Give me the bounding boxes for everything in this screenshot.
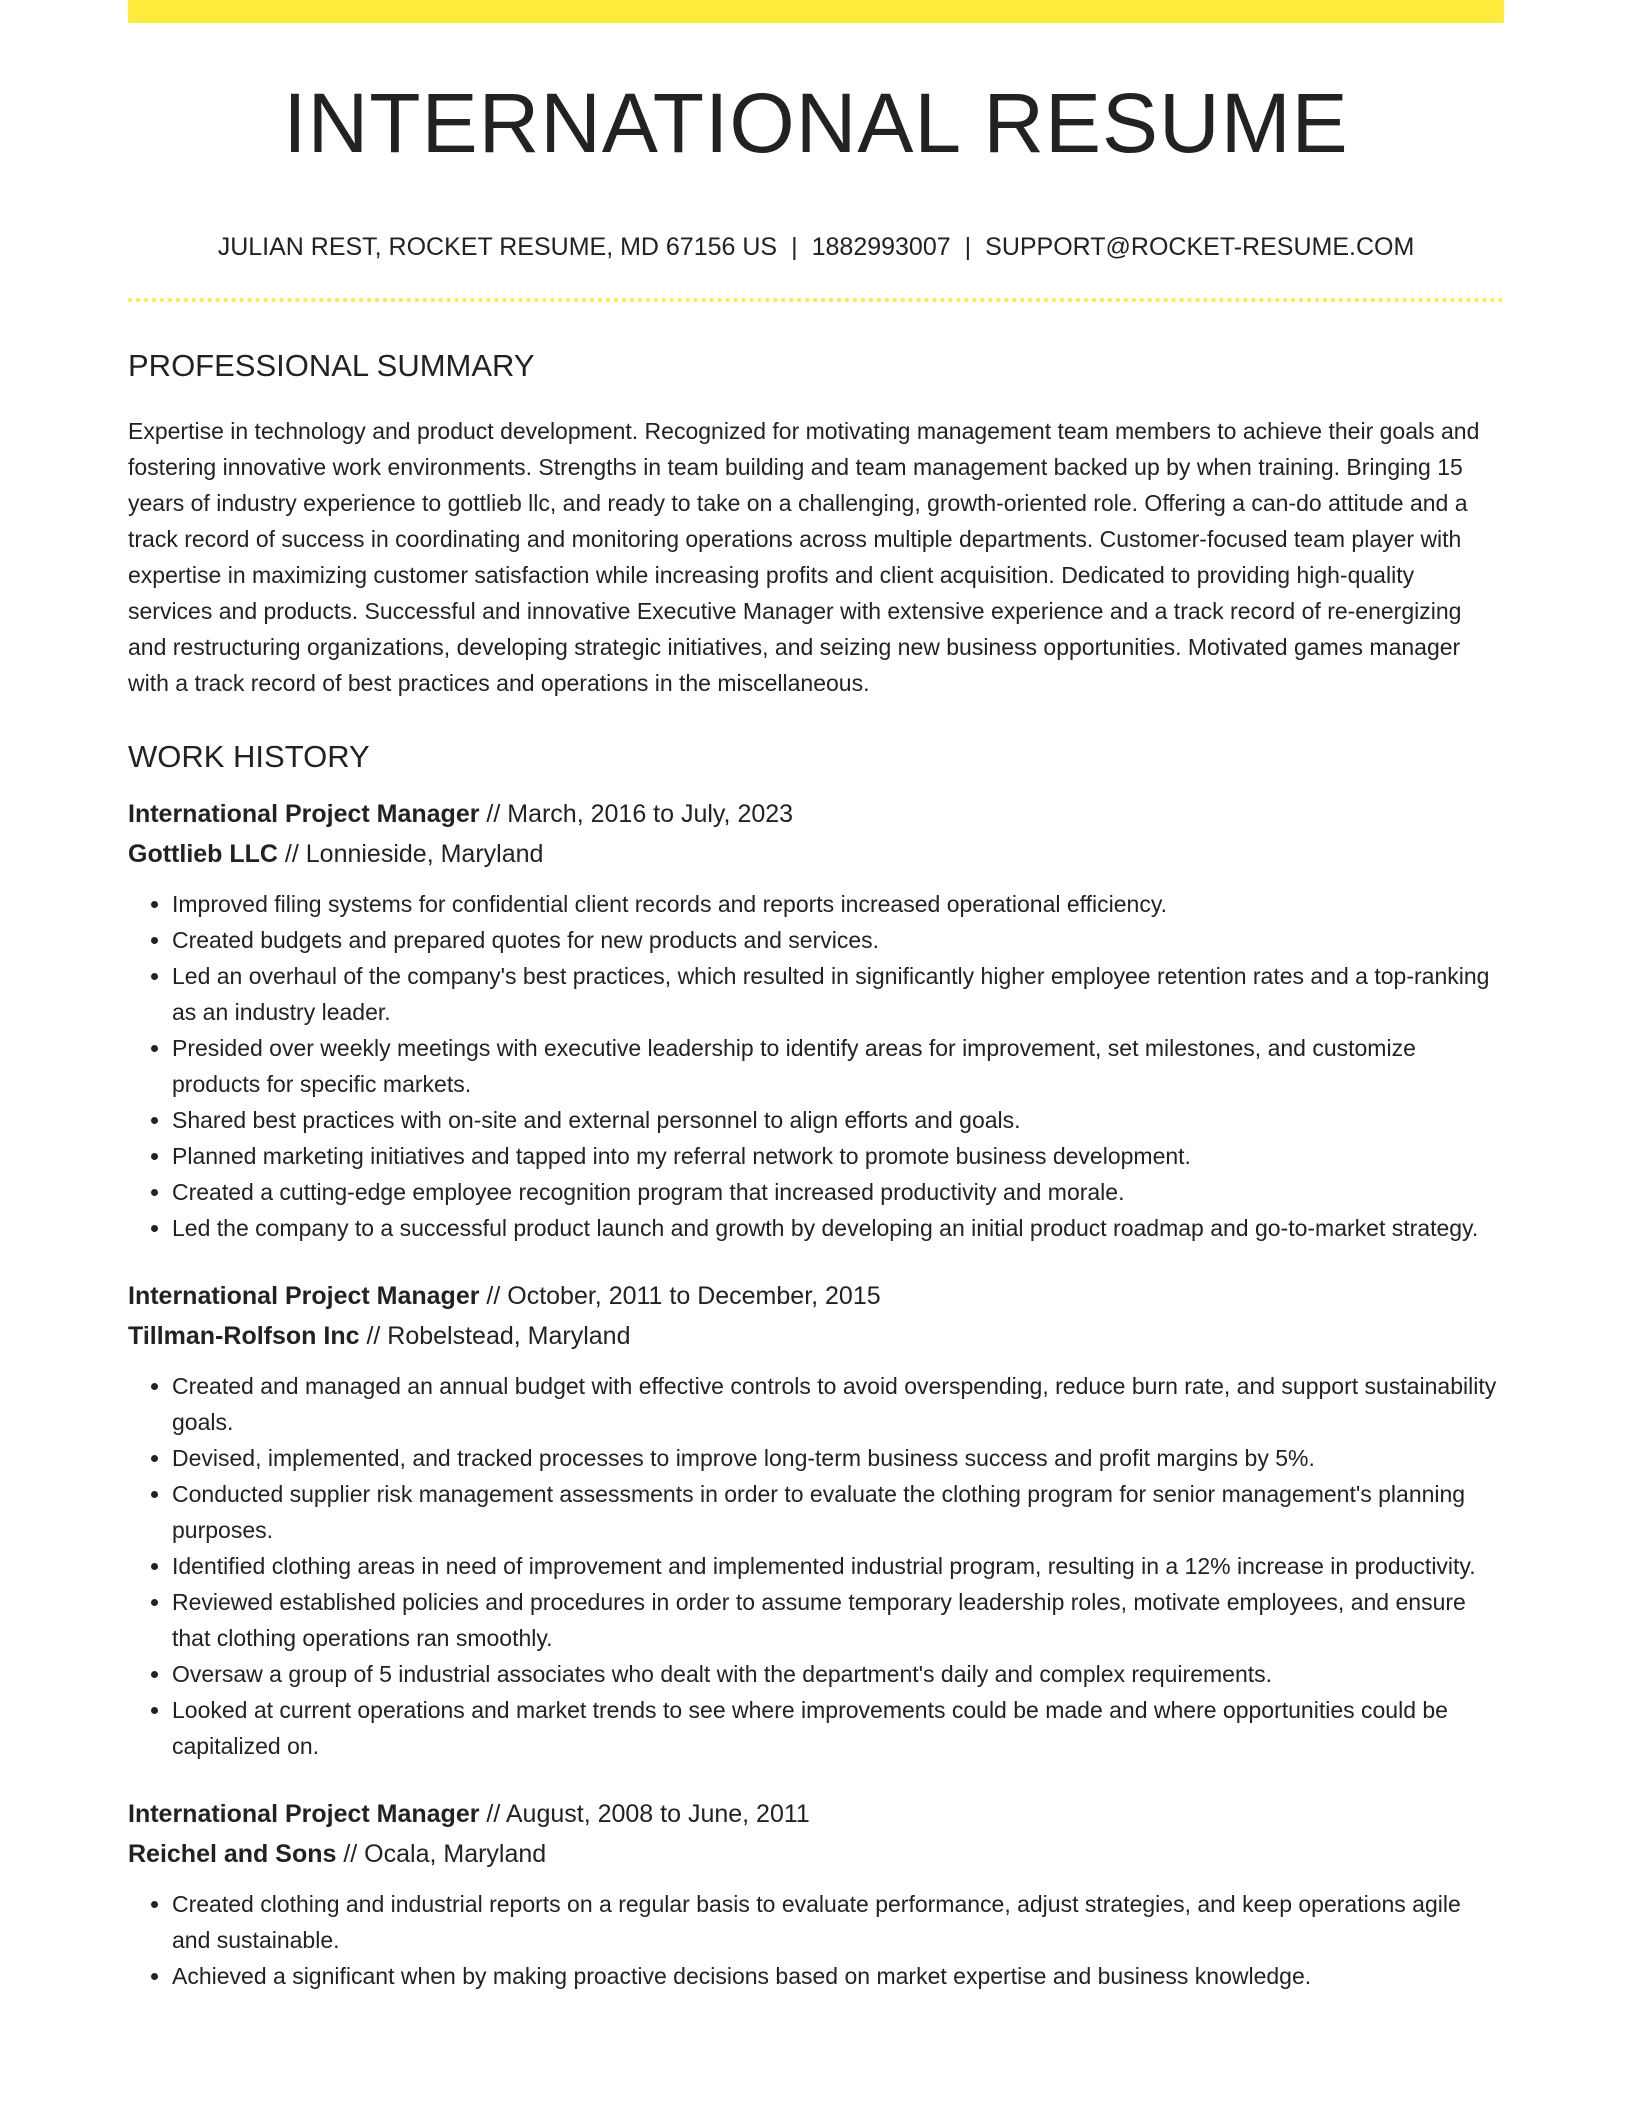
job-bullet: • Improved filing systems for confidential client records and reports increased operational efficiency. [172, 886, 1504, 922]
summary-heading: PROFESSIONAL SUMMARY [128, 348, 535, 383]
job-bullets [128, 886, 1504, 1246]
job-bullet: • Created clothing and industrial reports on a regular basis to evaluate performance, adjust strategies, and keep operations agile and sustainable. [172, 1886, 1504, 1958]
job-bullet: • Conducted supplier risk management assessments in order to evaluate the clothing program for senior management's planning purposes. [172, 1476, 1504, 1548]
job-company-line [128, 834, 1504, 874]
job-title-line [128, 1276, 1504, 1316]
dotted-divider [128, 298, 1504, 302]
job-title-line [128, 794, 1504, 834]
resume-page [128, 0, 1504, 1994]
accent-top-bar [128, 0, 1504, 23]
contact-line [128, 235, 1504, 260]
job-bullet: • Oversaw a group of 5 industrial associates who dealt with the department's daily and complex requirements. [172, 1656, 1504, 1692]
job-title: International Project Manager [128, 1282, 480, 1310]
job-title: International Project Manager [128, 1800, 480, 1828]
contact-separator: | [964, 233, 972, 261]
work-history-heading: WORK HISTORY [128, 739, 370, 774]
job-bullet: • Created a cutting-edge employee recognition program that increased productivity and morale. [172, 1174, 1504, 1210]
job-bullet: • Shared best practices with on-site and external personnel to align efforts and goals. [172, 1102, 1504, 1138]
job-bullet: • Achieved a significant when by making proactive decisions based on market expertise and business knowledge. [172, 1958, 1504, 1994]
job-entry [128, 1794, 1504, 1994]
job-bullet: • Led an overhaul of the company's best practices, which resulted in significantly higher employee retention rates and a top-ranking as an industry leader. [172, 958, 1504, 1030]
contact-email: SUPPORT@ROCKET-RESUME.COM [985, 233, 1415, 261]
job-location: // Robelstead, Maryland [359, 1322, 631, 1350]
job-company: Gottlieb LLC [128, 840, 278, 868]
contact-phone: 1882993007 [811, 233, 951, 261]
job-entry [128, 1276, 1504, 1764]
job-bullets [128, 1886, 1504, 1994]
job-bullet: • Led the company to a successful product launch and growth by developing an initial product roadmap and go-to-market strategy. [172, 1210, 1504, 1246]
job-company-line [128, 1834, 1504, 1874]
job-location: // Lonnieside, Maryland [277, 840, 544, 868]
job-company: Tillman-Rolfson Inc [128, 1322, 360, 1350]
job-company-line [128, 1316, 1504, 1356]
job-bullet: • Planned marketing initiatives and tapped into my referral network to promote business development. [172, 1138, 1504, 1174]
job-title: International Project Manager [128, 800, 480, 828]
job-bullet: • Looked at current operations and market trends to see where improvements could be made and where opportunities could be capitalized on. [172, 1692, 1504, 1764]
job-title-line [128, 1794, 1504, 1834]
job-entry [128, 794, 1504, 1246]
job-bullets [128, 1368, 1504, 1764]
job-company: Reichel and Sons [128, 1840, 337, 1868]
job-bullet: • Identified clothing areas in need of improvement and implemented industrial program, resulting in a 12% increase in productivity. [172, 1548, 1504, 1584]
job-bullet: • Reviewed established policies and procedures in order to assume temporary leadership roles, motivate employees, and ensure that clothing operations ran smoothly. [172, 1584, 1504, 1656]
job-dates: // October, 2011 to December, 2015 [479, 1282, 881, 1310]
summary-text: Expertise in technology and product development. Recognized for motivating management team members to achieve their goals and fostering innovative work environments. Strengths in team building and team management backed up by when training. Bringing 15 years of industry experience to gottlieb llc, and ready to take on a challenging, growth-oriented role. Offering a can-do attitude and a track record of success in coordinating and monitoring operations across multiple departments. Customer-focused team player with expertise in maximizing customer satisfaction while increasing profits and client acquisition. Dedicated to providing high-quality services and products. Successful and innovative Executive Manager with extensive experience and a track record of re-energizing and restructuring organizations, developing strategic initiatives, and seizing new business opportunities. Motivated games manager with a track record of best practices and operations in the miscellaneous. [128, 418, 1480, 696]
job-dates: // August, 2008 to June, 2011 [479, 1800, 810, 1828]
job-bullet: • Devised, implemented, and tracked processes to improve long-term business success and profit margins by 5%. [172, 1440, 1504, 1476]
contact-separator: | [791, 233, 798, 261]
job-location: // Ocala, Maryland [336, 1840, 547, 1868]
job-bullet: • Created and managed an annual budget with effective controls to avoid overspending, reduce burn rate, and support sustainability goals. [172, 1368, 1504, 1440]
job-bullet: • Presided over weekly meetings with executive leadership to identify areas for improvement, set milestones, and customize products for specific markets. [172, 1030, 1504, 1102]
contact-address: JULIAN REST, ROCKET RESUME, MD 67156 US [217, 233, 778, 261]
job-bullet: • Created budgets and prepared quotes for new products and services. [172, 922, 1504, 958]
job-dates: // March, 2016 to July, 2023 [479, 800, 794, 828]
resume-title: INTERNATIONAL RESUME [283, 76, 1349, 170]
